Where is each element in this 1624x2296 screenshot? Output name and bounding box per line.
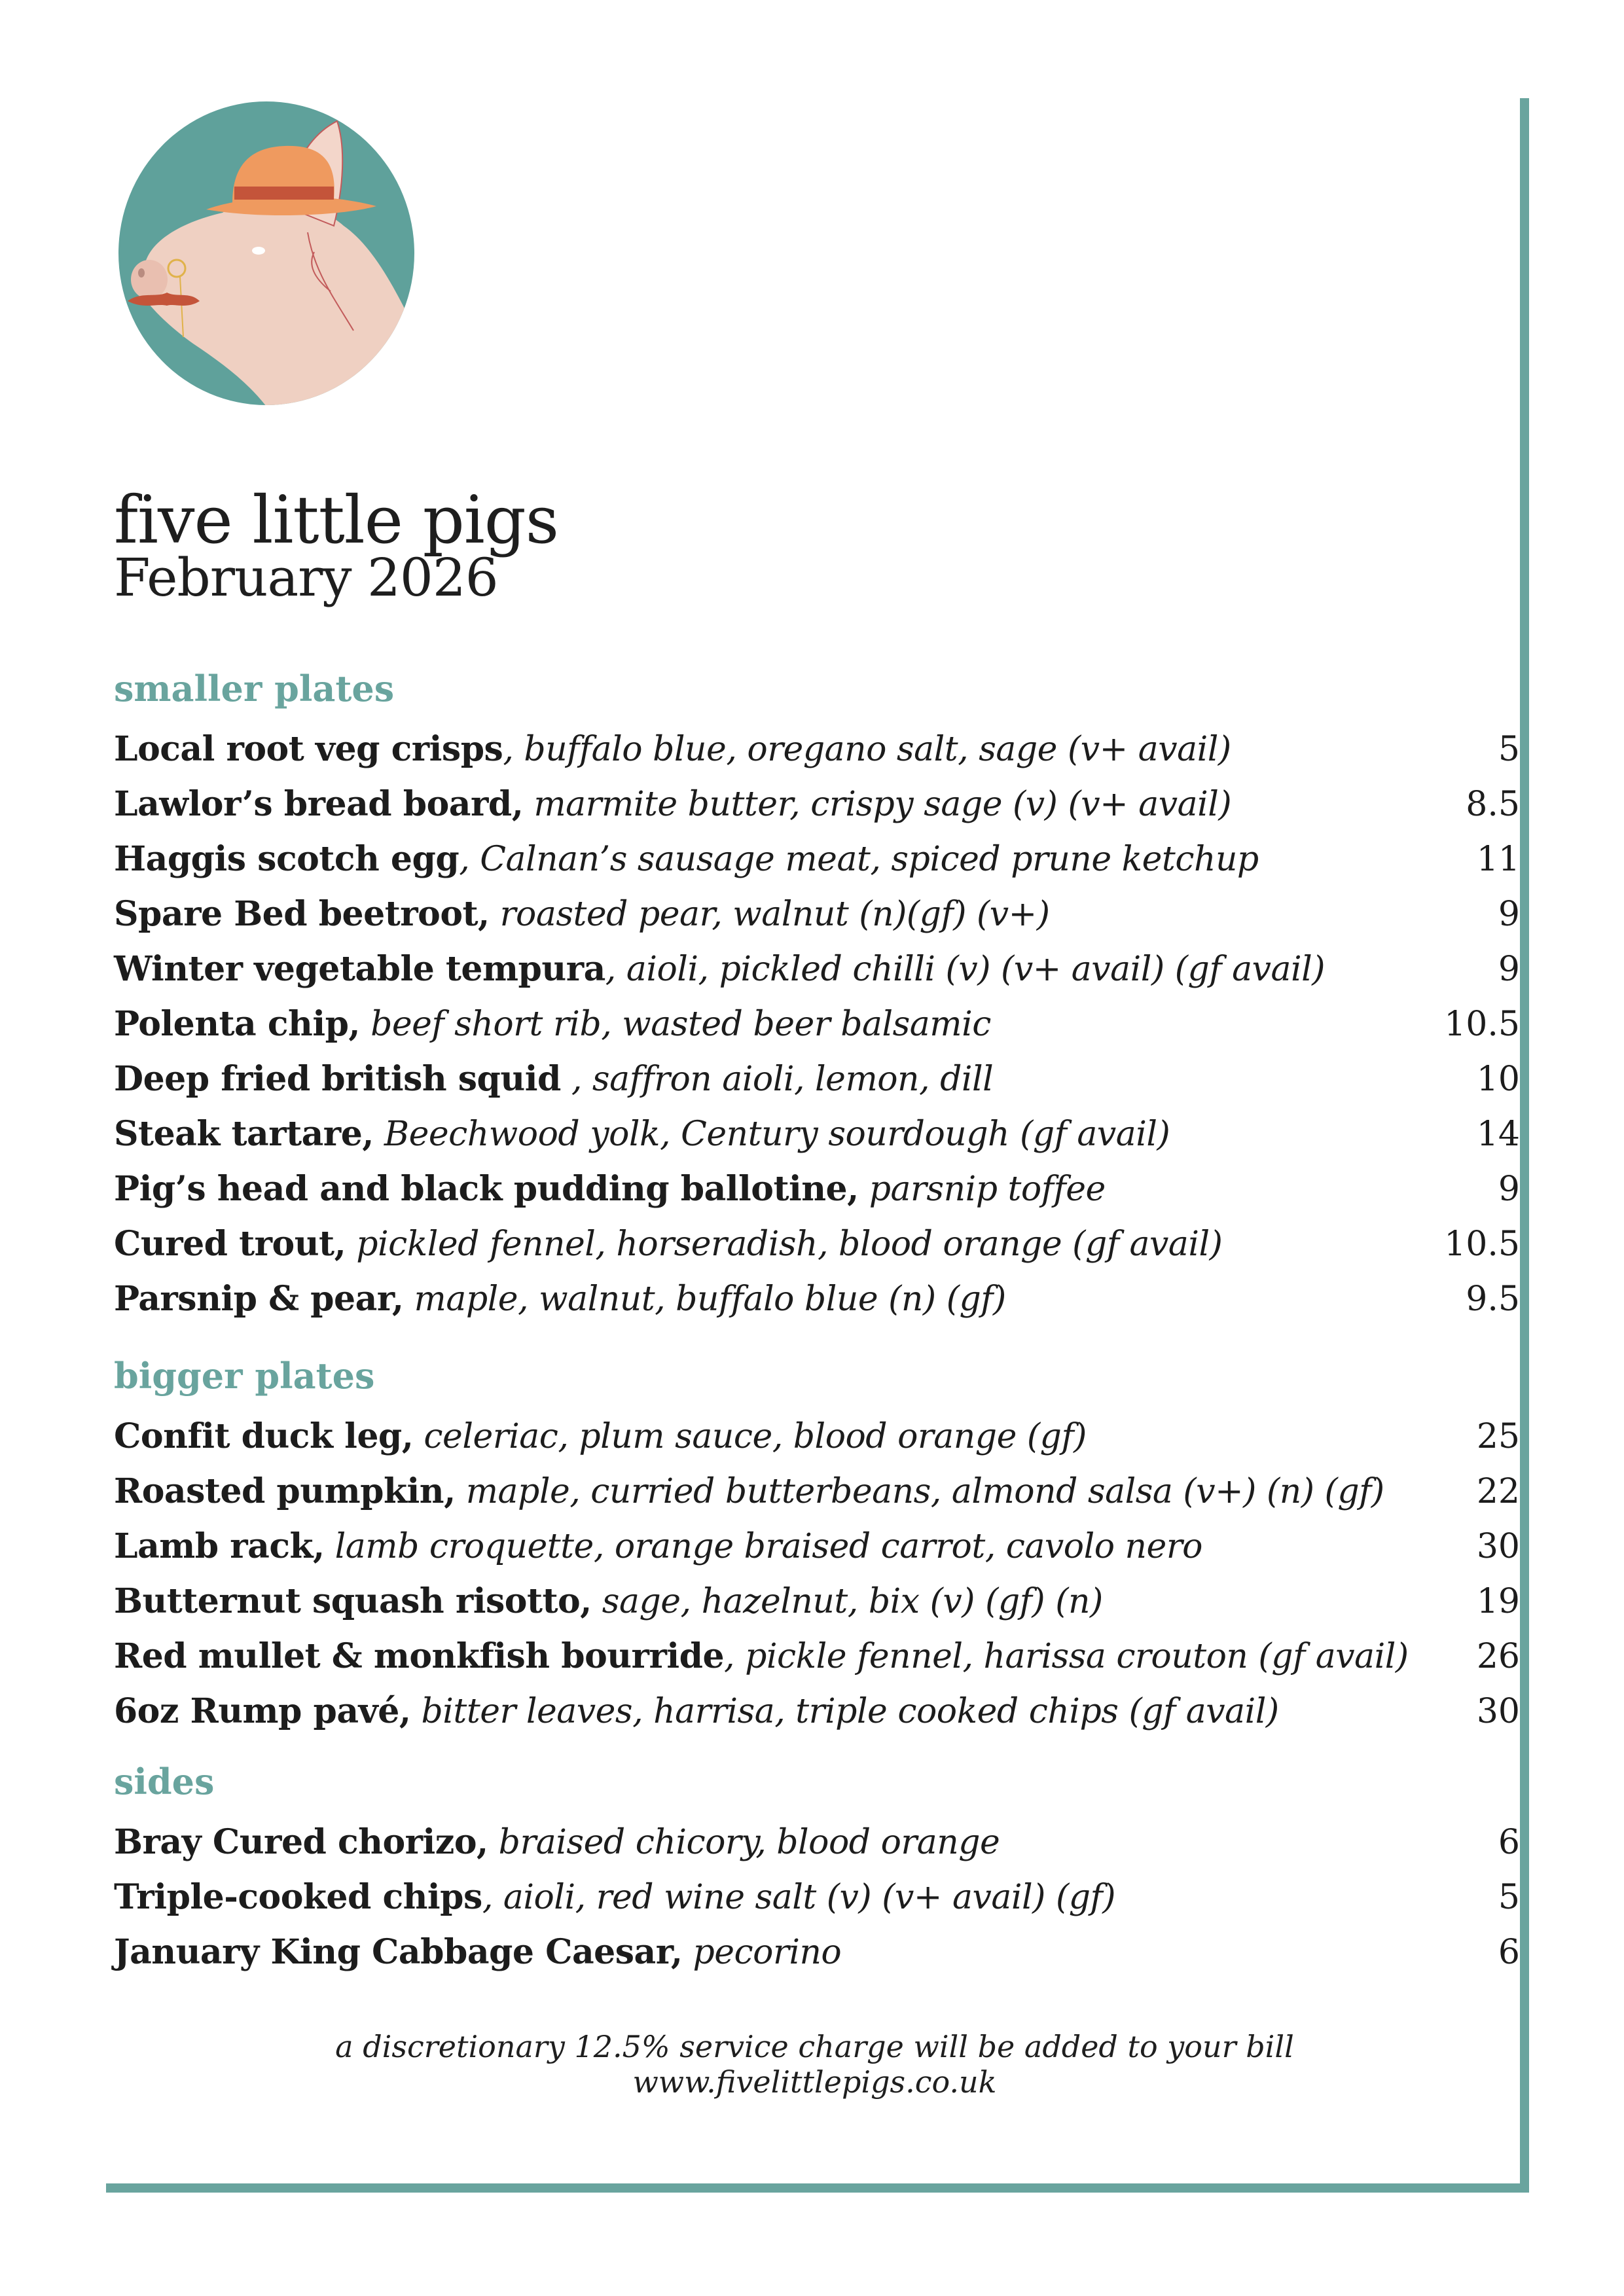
item-description: , pickle fennel, harissa crouton (gf avail)	[724, 1637, 1409, 1676]
item-description: roasted pear, walnut (n)(gf) (v+)	[489, 895, 1050, 934]
menu-item	[114, 1870, 1521, 1925]
menu-item	[114, 887, 1521, 942]
menu-item	[114, 1272, 1521, 1327]
menu-item	[114, 1052, 1521, 1107]
item-price: 25	[1476, 1417, 1520, 1456]
section-smaller-plates	[114, 666, 1521, 1327]
menu-item	[114, 1464, 1521, 1519]
item-name: Lamb rack,	[114, 1526, 325, 1566]
item-name: Cured trout,	[114, 1224, 346, 1264]
item-price: 30	[1476, 1527, 1520, 1566]
item-description: braised chicory, blood orange	[488, 1823, 1000, 1862]
menu-item	[114, 1409, 1521, 1464]
item-price: 8.5	[1466, 785, 1520, 824]
section-bigger-plates	[114, 1353, 1521, 1739]
item-price: 10.5	[1444, 1225, 1520, 1264]
menu-item	[114, 777, 1521, 832]
menu-item	[114, 722, 1521, 777]
item-price: 14	[1476, 1115, 1520, 1154]
menu-item	[114, 1629, 1521, 1684]
item-price: 26	[1476, 1637, 1520, 1676]
item-description: sage, hazelnut, bix (v) (gf) (n)	[591, 1582, 1103, 1621]
menu-item	[114, 1815, 1521, 1870]
item-name: Winter vegetable tempura	[114, 949, 605, 989]
item-name: Confit duck leg,	[114, 1416, 414, 1456]
item-description: marmite butter, crispy sage (v) (v+ avail)	[523, 785, 1232, 824]
section-heading: smaller plates	[114, 668, 395, 709]
item-description: , saffron aioli, lemon, dill	[560, 1060, 994, 1099]
item-description: , Calnan’s sausage meat, spiced prune ketchup	[459, 840, 1259, 879]
item-price: 9.5	[1466, 1280, 1520, 1319]
item-price: 6	[1498, 1933, 1520, 1972]
frame-bottom-border	[106, 2183, 1529, 2193]
item-price: 9	[1498, 895, 1520, 934]
item-description: celeriac, plum sauce, blood orange (gf)	[413, 1417, 1087, 1456]
footer	[0, 2029, 1624, 2100]
item-description: , aioli, pickled chilli (v) (v+ avail) (gf avail)	[605, 950, 1326, 989]
menu-item	[114, 832, 1521, 887]
restaurant-name: five little pigs	[114, 482, 559, 558]
website-link[interactable]: www.fivelittlepigs.co.uk	[632, 2064, 997, 2100]
item-price: 19	[1476, 1582, 1520, 1621]
pig-logo-icon	[118, 101, 416, 406]
item-description: bitter leaves, harrisa, triple cooked chips (gf avail)	[410, 1692, 1279, 1731]
item-name: Polenta chip,	[114, 1004, 361, 1044]
item-name: Steak tartare,	[114, 1114, 374, 1154]
menu-item	[114, 1684, 1521, 1739]
item-price: 11	[1476, 840, 1520, 879]
item-price: 9	[1498, 950, 1520, 989]
item-name: Haggis scotch egg	[114, 839, 460, 879]
item-description: lamb croquette, orange braised carrot, cavolo nero	[324, 1527, 1202, 1566]
menu-item	[114, 942, 1521, 997]
item-name: Lawlor’s bread board,	[114, 784, 524, 824]
item-description: beef short rib, wasted beer balsamic	[360, 1005, 991, 1044]
item-description: Beechwood yolk, Century sourdough (gf avail)	[373, 1115, 1170, 1154]
menu-item	[114, 1519, 1521, 1574]
item-price: 22	[1476, 1472, 1520, 1511]
item-price: 30	[1476, 1692, 1520, 1731]
item-name: Deep fried british squid	[114, 1059, 561, 1099]
item-name: Parsnip & pear,	[114, 1279, 404, 1319]
item-name: Red mullet & monkfish bourride	[114, 1636, 725, 1676]
item-name: Pig’s head and black pudding ballotine,	[114, 1169, 859, 1209]
item-name: January King Cabbage Caesar,	[114, 1932, 683, 1972]
item-description: pecorino	[682, 1933, 842, 1972]
menu-item	[114, 1162, 1521, 1217]
item-price: 10.5	[1444, 1005, 1520, 1044]
item-name: Butternut squash risotto,	[114, 1581, 592, 1621]
menu-item	[114, 1574, 1521, 1629]
service-charge-note: a discretionary 12.5% service charge will be added to your bill	[335, 2029, 1294, 2064]
item-name: Spare Bed beetroot,	[114, 894, 490, 934]
item-price: 9	[1498, 1170, 1520, 1209]
section-heading: sides	[114, 1761, 215, 1803]
item-description: , aioli, red wine salt (v) (v+ avail) (gf)	[482, 1878, 1116, 1917]
item-description: pickled fennel, horseradish, blood orange (gf avail)	[346, 1225, 1223, 1264]
item-name: Bray Cured chorizo,	[114, 1822, 488, 1862]
item-name: 6oz Rump pavé,	[114, 1691, 411, 1731]
item-name: Roasted pumpkin,	[114, 1471, 456, 1511]
item-name: Local root veg crisps	[114, 729, 503, 769]
menu-item	[114, 1107, 1521, 1162]
item-description: parsnip toffee	[858, 1170, 1106, 1209]
item-price: 6	[1498, 1823, 1520, 1862]
item-price: 10	[1476, 1060, 1520, 1099]
item-name: Triple-cooked chips	[114, 1877, 482, 1917]
section-heading: bigger plates	[114, 1355, 375, 1397]
menu-item	[114, 997, 1521, 1052]
item-description: maple, curried butterbeans, almond salsa (v+) (n) (gf)	[455, 1472, 1384, 1511]
item-description: maple, walnut, buffalo blue (n) (gf)	[403, 1280, 1006, 1319]
item-description: , buffalo blue, oregano salt, sage (v+ avail)	[503, 730, 1231, 769]
item-price: 5	[1498, 1878, 1520, 1917]
item-price: 5	[1498, 730, 1520, 769]
section-sides	[114, 1759, 1521, 1980]
menu-item	[114, 1925, 1521, 1980]
frame-right-border	[1520, 98, 1529, 2193]
menu-item	[114, 1217, 1521, 1272]
menu-date: February 2026	[114, 547, 498, 608]
